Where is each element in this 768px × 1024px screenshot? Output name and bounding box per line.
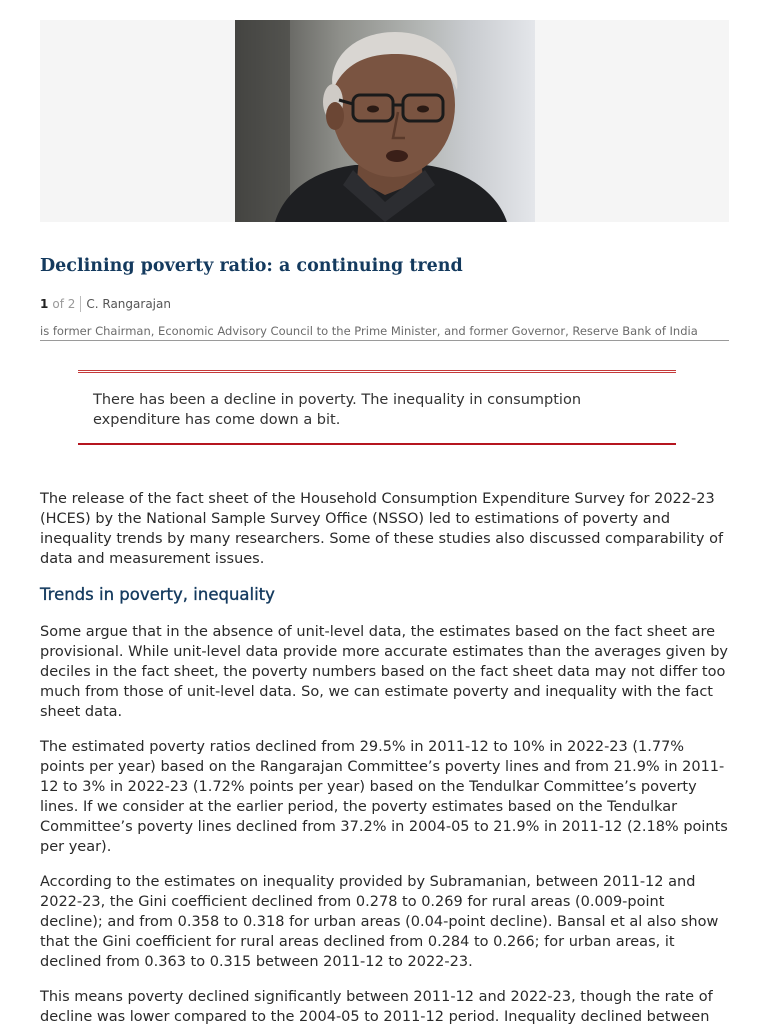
author-name-link[interactable]: C. Rangarajan (86, 297, 171, 311)
hero-image-frame (40, 20, 729, 222)
page-total: of 2 (52, 297, 76, 311)
paragraph-5: This means poverty declined significantly between 2011-12 and 2022-23, though the rate of decline was lower compared to the 2004-05 to 2011-12 period. Inequality declined between (40, 989, 713, 1024)
byline-separator (80, 296, 81, 312)
paragraph-1: The release of the fact sheet of the Household Consumption Expenditure Survey for 2022-23 (HCES) by the National Sample Survey Office (NSSO) led to estimations of poverty and inequality trends by many researchers. Some of these studies also discussed comparability of data and measurement issues. (40, 491, 724, 567)
author-bio: is former Chairman, Economic Advisory Council to the Prime Minister, and former Governor, Reserve Bank of India (40, 323, 729, 341)
paragraph-3: The estimated poverty ratios declined from 29.5% in 2011-12 to 10% in 2022-23 (1.77% points per year) based on the Rangarajan Committee’s poverty lines and from 21.9% in 2011-12 to 3% in 2022-23 (1.72% points per year) based on the Tendulkar Committee’s poverty lines. If we consider at the earlier period, the poverty estimates based on the Tendulkar Committee’s poverty lines declined from 37.2% in 2004-05 to 21.9% in 2011-12 (2.18% points per year). (40, 739, 728, 855)
author-portrait-illustration (235, 20, 535, 222)
article-title: Declining poverty ratio: a continuing trend (40, 256, 463, 276)
pull-quote: There has been a decline in poverty. The inequality in consumption expenditure has come down a bit. (78, 370, 676, 445)
author-photo[interactable] (235, 20, 535, 222)
paragraph-2: Some argue that in the absence of unit-level data, the estimates based on the fact sheet are provisional. While unit-level data provide more accurate estimates than the averages given by deciles in the fact sheet, the poverty numbers based on the fact sheet data may not differ too much from those of unit-level data. So, we can estimate poverty and inequality with the fact sheet data. (40, 624, 728, 720)
section-heading: Trends in poverty, inequality (40, 585, 275, 604)
article-body (40, 489, 730, 1024)
page-current: 1 (40, 297, 49, 311)
paragraph-4: According to the estimates on inequality provided by Subramanian, between 2011-12 and 2022-23, the Gini coefficient declined from 0.278 to 0.269 for rural areas (0.009-point decline); and from 0.358 to 0.318 for urban areas (0.04-point decline). Bansal et al also show that the Gini coefficient for rural areas declined from 0.284 to 0.266; for urban areas, it declined from 0.363 to 0.315 between 2011-12 to 2022-23. (40, 874, 719, 970)
byline (40, 295, 171, 313)
